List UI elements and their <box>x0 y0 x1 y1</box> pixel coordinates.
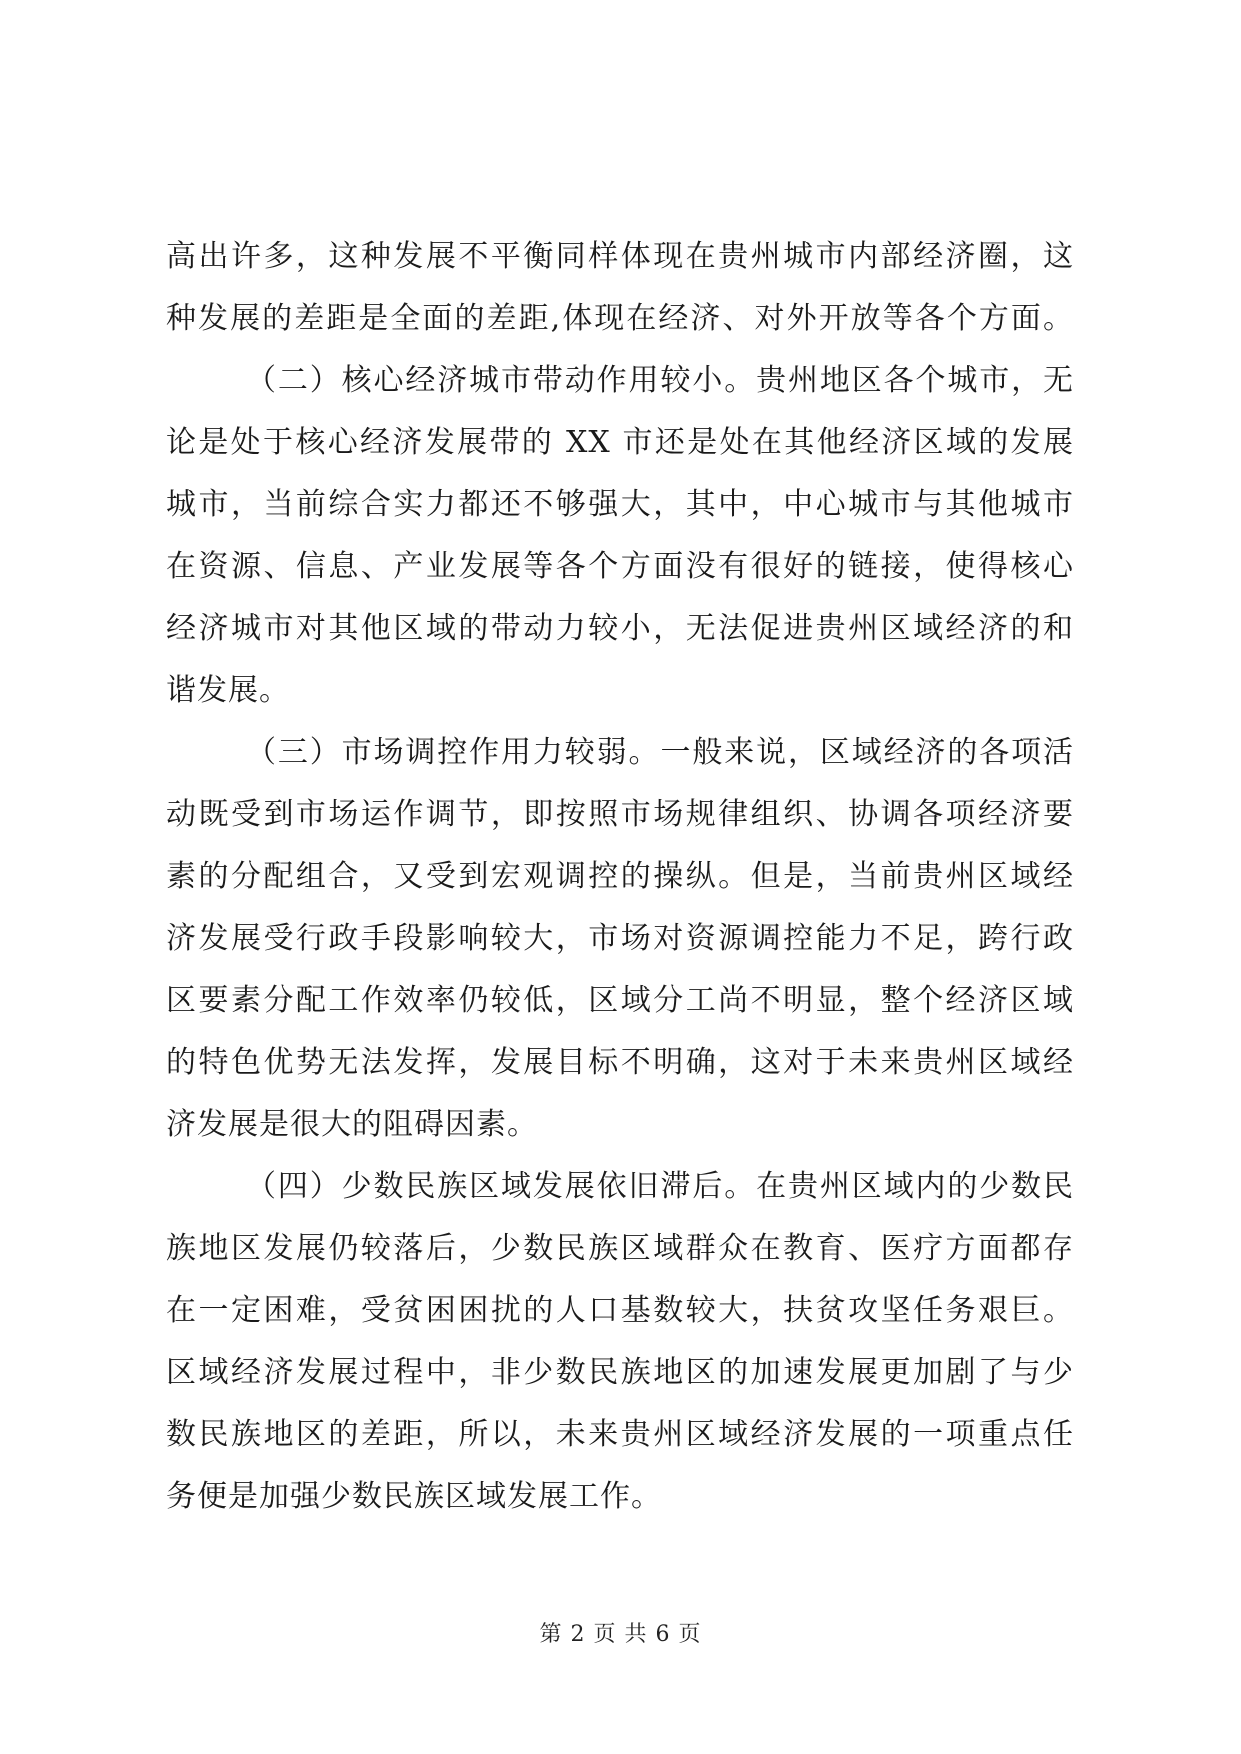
text-line: 高出许多，这种发展不平衡同样体现在贵州城市内部经济圈，这 <box>166 239 1074 274</box>
document-body <box>166 226 1074 1528</box>
text-line: 区要素分配工作效率仍较低，区域分工尚不明显，整个经济区域 <box>166 983 1074 1018</box>
text-line: 济发展是很大的阻碍因素。 <box>166 1107 538 1142</box>
paragraph-heading-line: （四）少数民族区域发展依旧滞后。在贵州区域内的少数民 <box>246 1169 1074 1204</box>
text-line: 济发展受行政手段影响较大，市场对资源调控能力不足，跨行政 <box>166 921 1074 956</box>
text-line: 种发展的差距是全面的差距,体现在经济、对外开放等各个方面。 <box>166 301 1074 336</box>
text-line: 在一定困难，受贫困困扰的人口基数较大，扶贫攻坚任务艰巨。 <box>166 1293 1074 1328</box>
text-line: 的特色优势无法发挥，发展目标不明确，这对于未来贵州区域经 <box>166 1045 1074 1080</box>
text-line: 素的分配组合，又受到宏观调控的操纵。但是，当前贵州区域经 <box>166 859 1074 894</box>
text-line: 数民族地区的差距，所以，未来贵州区域经济发展的一项重点任 <box>166 1417 1074 1452</box>
text-line: 族地区发展仍较落后，少数民族区域群众在教育、医疗方面都存 <box>166 1231 1074 1266</box>
text-line: 区域经济发展过程中，非少数民族地区的加速发展更加剧了与少 <box>166 1355 1074 1390</box>
text-line: 经济城市对其他区域的带动力较小，无法促进贵州区域经济的和 <box>166 611 1074 646</box>
text-line: 城市，当前综合实力都还不够强大，其中，中心城市与其他城市 <box>166 487 1074 522</box>
paragraph-heading-line: （三）市场调控作用力较弱。一般来说，区域经济的各项活 <box>246 735 1074 770</box>
text-line: 务便是加强少数民族区域发展工作。 <box>166 1479 662 1514</box>
text-line: 动既受到市场运作调节，即按照市场规律组织、协调各项经济要 <box>166 797 1074 832</box>
page-number-footer: 第 2 页 共 6 页 <box>539 1622 702 1647</box>
text-line: 在资源、信息、产业发展等各个方面没有很好的链接，使得核心 <box>166 549 1074 584</box>
text-line: 谐发展。 <box>166 673 290 708</box>
paragraph-heading-line: （二）核心经济城市带动作用较小。贵州地区各个城市，无 <box>246 363 1074 398</box>
text-line: 论是处于核心经济发展带的 XX 市还是处在其他经济区域的发展 <box>166 425 1074 460</box>
